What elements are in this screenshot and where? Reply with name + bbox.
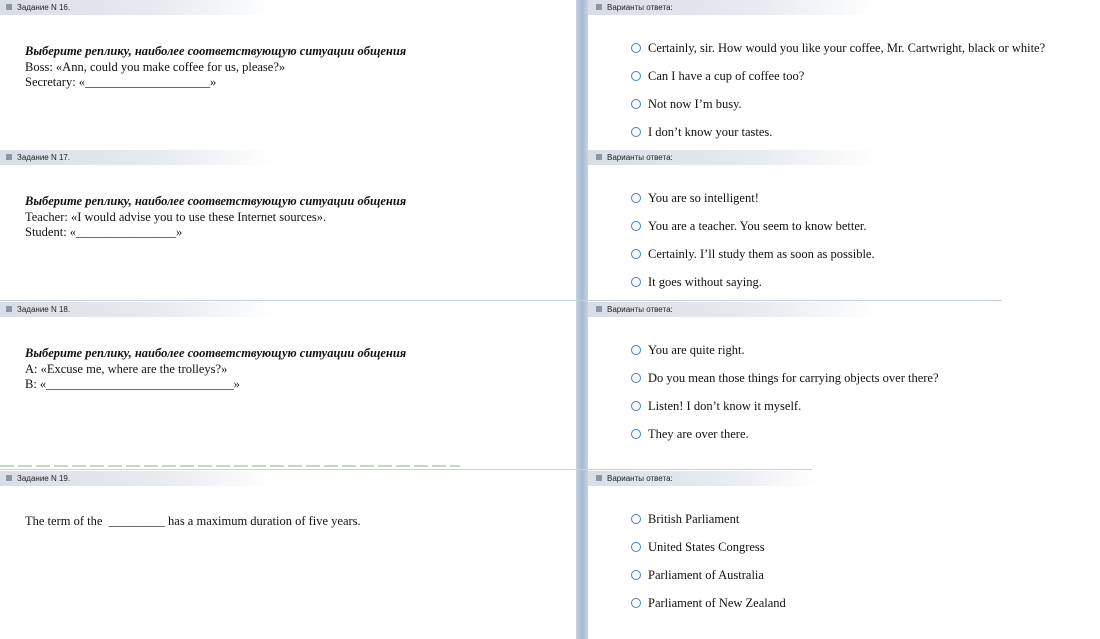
answer-option[interactable] xyxy=(631,246,875,262)
section-divider xyxy=(0,300,1002,301)
radio-button-icon[interactable] xyxy=(631,221,641,231)
answer-option[interactable] xyxy=(631,539,765,555)
answer-option[interactable] xyxy=(631,68,804,84)
header-bullet-icon xyxy=(596,306,602,312)
option-label: Do you mean those things for carrying objects over there? xyxy=(648,371,939,385)
task-label: Задание N 19. xyxy=(17,474,71,483)
scan-artifact-line xyxy=(0,465,460,467)
task-label: Задание N 16. xyxy=(17,3,71,12)
option-label: They are over there. xyxy=(648,427,749,441)
header-bullet-icon xyxy=(6,4,12,10)
option-label: I don’t know your tastes. xyxy=(648,125,773,139)
header-bullet-icon xyxy=(596,4,602,10)
answer-option[interactable] xyxy=(631,124,772,140)
question-line: B: «______________________________» xyxy=(25,377,240,391)
task-19 xyxy=(0,471,1100,639)
option-label: British Parliament xyxy=(648,512,740,526)
task-header xyxy=(0,0,275,15)
question-text xyxy=(25,514,361,530)
radio-button-icon[interactable] xyxy=(631,514,641,524)
answer-option[interactable] xyxy=(631,567,764,583)
answer-option[interactable] xyxy=(631,511,739,527)
task-label: Задание N 17. xyxy=(17,153,71,162)
radio-button-icon[interactable] xyxy=(631,127,641,137)
option-label: It goes without saying. xyxy=(648,275,762,289)
question-line: The term of the _________ has a maximum duration of five years. xyxy=(25,514,361,528)
section-divider xyxy=(0,469,812,470)
option-label: Listen! I don’t know it myself. xyxy=(648,399,802,413)
answer-option[interactable] xyxy=(631,274,762,290)
answer-option[interactable] xyxy=(631,190,759,206)
option-label: Parliament of Australia xyxy=(648,568,764,582)
header-bullet-icon xyxy=(596,154,602,160)
radio-button-icon[interactable] xyxy=(631,401,641,411)
option-label: Can I have a cup of coffee too? xyxy=(648,69,805,83)
answer-option[interactable] xyxy=(631,398,801,414)
option-label: You are so intelligent! xyxy=(648,191,759,205)
answers-label: Варианты ответа: xyxy=(607,153,673,162)
answer-option[interactable] xyxy=(631,426,749,442)
question-text xyxy=(25,194,406,241)
answer-option[interactable] xyxy=(631,96,742,112)
question-line: Teacher: «I would advise you to use these Internet sources». xyxy=(25,209,327,224)
option-label: You are quite right. xyxy=(648,343,745,357)
radio-button-icon[interactable] xyxy=(631,345,641,355)
radio-button-icon[interactable] xyxy=(631,373,641,383)
answers-label: Варианты ответа: xyxy=(607,3,673,12)
answer-option[interactable] xyxy=(631,342,745,358)
answer-option[interactable] xyxy=(631,40,1045,56)
option-label: Certainly, sir. How would you like your coffee, Mr. Cartwright, black or white? xyxy=(648,41,1046,55)
header-bullet-icon xyxy=(6,154,12,160)
header-bullet-icon xyxy=(6,475,12,481)
task-label: Задание N 18. xyxy=(17,305,71,314)
task-header xyxy=(0,150,275,165)
option-label: Not now I’m busy. xyxy=(648,97,742,111)
question-line: A: «Excuse me, where are the trolleys?» xyxy=(25,361,228,376)
radio-button-icon[interactable] xyxy=(631,193,641,203)
radio-button-icon[interactable] xyxy=(631,429,641,439)
answers-label: Варианты ответа: xyxy=(607,305,673,314)
question-text xyxy=(25,44,406,91)
radio-button-icon[interactable] xyxy=(631,99,641,109)
answer-option[interactable] xyxy=(631,370,939,386)
radio-button-icon[interactable] xyxy=(631,570,641,580)
question-instruction: Выберите реплику, наиболее соответствующую ситуации общения xyxy=(25,194,407,208)
task-header xyxy=(0,302,275,317)
task-18 xyxy=(0,302,1100,468)
radio-button-icon[interactable] xyxy=(631,249,641,259)
answers-header xyxy=(588,471,818,486)
task-header xyxy=(0,471,275,486)
option-label: You are a teacher. You seem to know better. xyxy=(648,219,867,233)
task-16 xyxy=(0,0,1100,150)
answers-header xyxy=(588,0,878,15)
question-instruction: Выберите реплику, наиболее соответствующую ситуации общения xyxy=(25,346,407,360)
radio-button-icon[interactable] xyxy=(631,71,641,81)
option-label: United States Congress xyxy=(648,540,765,554)
answers-header xyxy=(588,302,878,317)
radio-button-icon[interactable] xyxy=(631,542,641,552)
header-bullet-icon xyxy=(596,475,602,481)
option-label: Parliament of New Zealand xyxy=(648,596,786,610)
radio-button-icon[interactable] xyxy=(631,277,641,287)
answer-option[interactable] xyxy=(631,218,866,234)
task-17 xyxy=(0,150,1100,300)
header-bullet-icon xyxy=(6,306,12,312)
question-instruction: Выберите реплику, наиболее соответствующую ситуации общения xyxy=(25,44,407,58)
question-line: Student: «________________» xyxy=(25,225,183,239)
answer-option[interactable] xyxy=(631,595,786,611)
question-line: Boss: «Ann, could you make coffee for us, please?» xyxy=(25,59,286,74)
radio-button-icon[interactable] xyxy=(631,598,641,608)
radio-button-icon[interactable] xyxy=(631,43,641,53)
question-text xyxy=(25,346,406,393)
option-label: Certainly. I’ll study them as soon as possible. xyxy=(648,247,875,261)
answers-header xyxy=(588,150,878,165)
answers-label: Варианты ответа: xyxy=(607,474,673,483)
question-line: Secretary: «____________________» xyxy=(25,75,217,89)
